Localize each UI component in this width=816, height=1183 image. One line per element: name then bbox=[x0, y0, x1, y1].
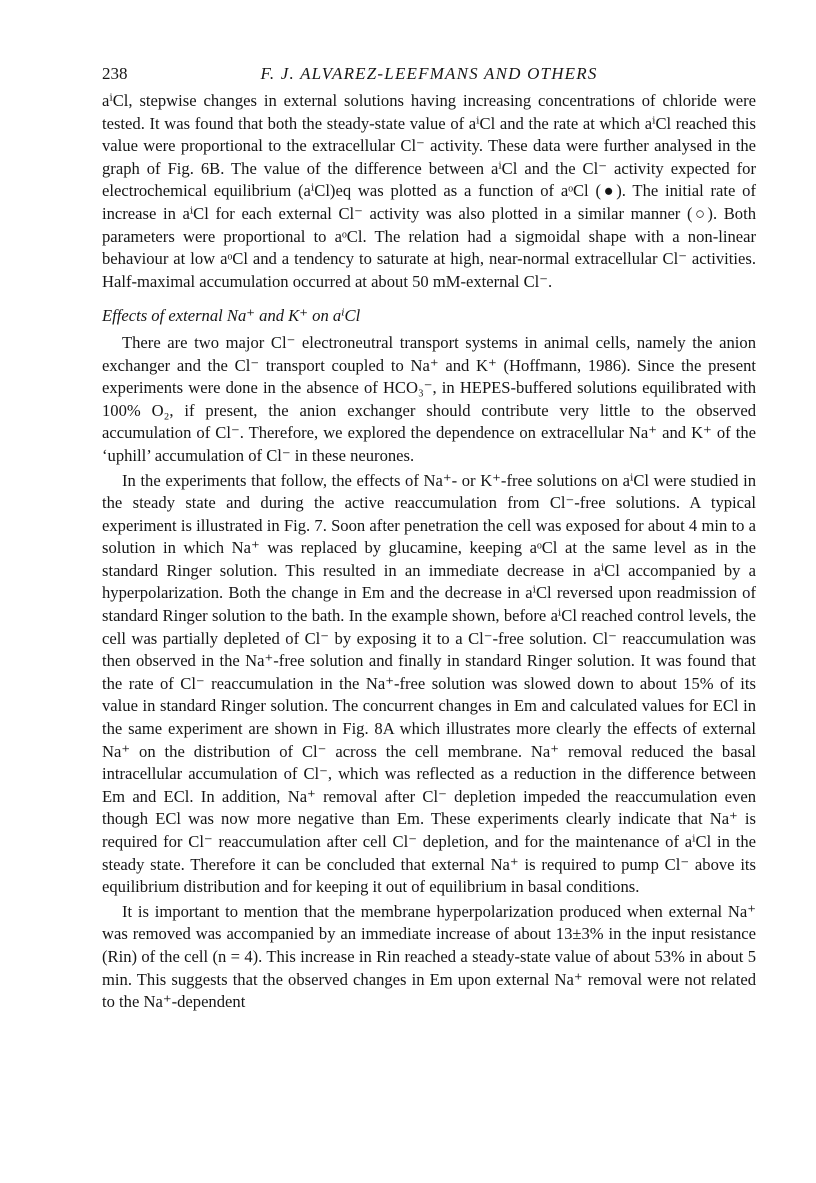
section-heading: Effects of external Na⁺ and K⁺ on aⁱCl bbox=[102, 306, 361, 326]
running-title: F. J. ALVAREZ-LEEFMANS AND OTHERS bbox=[260, 64, 598, 83]
paragraph-4: It is important to mention that the membrane hyperpolarization produced when external Na⁺ was removed was accompanied by an immediate increase of about 13±3% in the input resistance (Rin) of the cell (n = 4). This increase in Rin reached a steady-state value of about 53% in about 5 min. This suggests that the observed changes in Em upon external Na⁺ removal were not related to the Na⁺-dependent bbox=[102, 901, 756, 1012]
paragraph-2: There are two major Cl⁻ electroneutral transport systems in animal cells, namely the anion exchanger and the Cl⁻ transport coupled to Na⁺ and K⁺ (Hoffmann, 1986). Since the present experiments were done in the absence of HCO₃⁻, in HEPES-buffered solutions equilibrated with 100% O₂, if present, the anion exchanger should contribute very little to the observed accumulation of Cl⁻. Therefore, we explored the dependence on extracellular Na⁺ and K⁺ of the ‘uphill’ accumulation of Cl⁻ in these neurones. bbox=[102, 332, 756, 465]
page-number: 238 bbox=[102, 64, 128, 83]
page-header bbox=[102, 64, 756, 90]
paragraph-1: aⁱCl, stepwise changes in external solutions having increasing concentrations of chloride were tested. It was found that both the steady-state value of aⁱCl and the rate at which aⁱCl reached this value were proportional to the extracellular Cl⁻ activity. These data were further analysed in the graph of Fig. 6B. The value of the difference between aⁱCl and the Cl⁻ activity expected for electrochemical equilibrium (aⁱCl)eq was plotted as a function of aᵒCl (●). The initial rate of increase in aⁱCl for each external Cl⁻ activity was also plotted in a similar manner (○). Both parameters were proportional to aᵒCl. The relation had a sigmoidal shape with a non-linear behaviour at low aᵒCl and a tendency to saturate at high, near-normal extracellular Cl⁻ activities. Half-maximal accumulation occurred at about 50 mM-external Cl⁻. bbox=[102, 91, 756, 291]
paragraph-3: In the experiments that follow, the effects of Na⁺- or K⁺-free solutions on aⁱCl were studied in the steady state and during the active reaccumulation from Cl⁻-free solutions. A typical experiment is illustrated in Fig. 7. Soon after penetration the cell was exposed for about 4 min to a solution in which Na⁺ was replaced by glucamine, keeping aᵒCl at the same level as in the standard Ringer solution. This resulted in an immediate decrease in aⁱCl accompanied by a hyperpolarization. Both the change in Em and the decrease in aⁱCl reversed upon readmission of standard Ringer solution to the bath. In the example shown, before aⁱCl reached control levels, the cell was partially depleted of Cl⁻ by exposing it to a Cl⁻-free solution. Cl⁻ reaccumulation was then observed in the Na⁺-free solution and finally in standard Ringer solution. It was found that the rate of Cl⁻ reaccumulation in the Na⁺-free solution was slowed down to about 15% of its value in standard Ringer solution. The concurrent changes in Em and calculated values for ECl in the same experiment are shown in Fig. 8A which illustrates more clearly the effects of external Na⁺ on the distribution of Cl⁻ across the cell membrane. Na⁺ removal reduced the basal intracellular accumulation of Cl⁻, which was reflected as a reduction in the difference between Em and ECl. In addition, Na⁺ removal after Cl⁻ depletion impeded the reaccumulation even though ECl was now more negative than Em. These experiments clearly indicate that Na⁺ is required for Cl⁻ reaccumulation after cell Cl⁻ depletion, and for the maintenance of aⁱCl in the steady state. Therefore it can be concluded that external Na⁺ is required to pump Cl⁻ above its equilibrium distribution and for keeping it out of equilibrium in basal conditions. bbox=[102, 470, 756, 897]
page bbox=[102, 64, 756, 1014]
